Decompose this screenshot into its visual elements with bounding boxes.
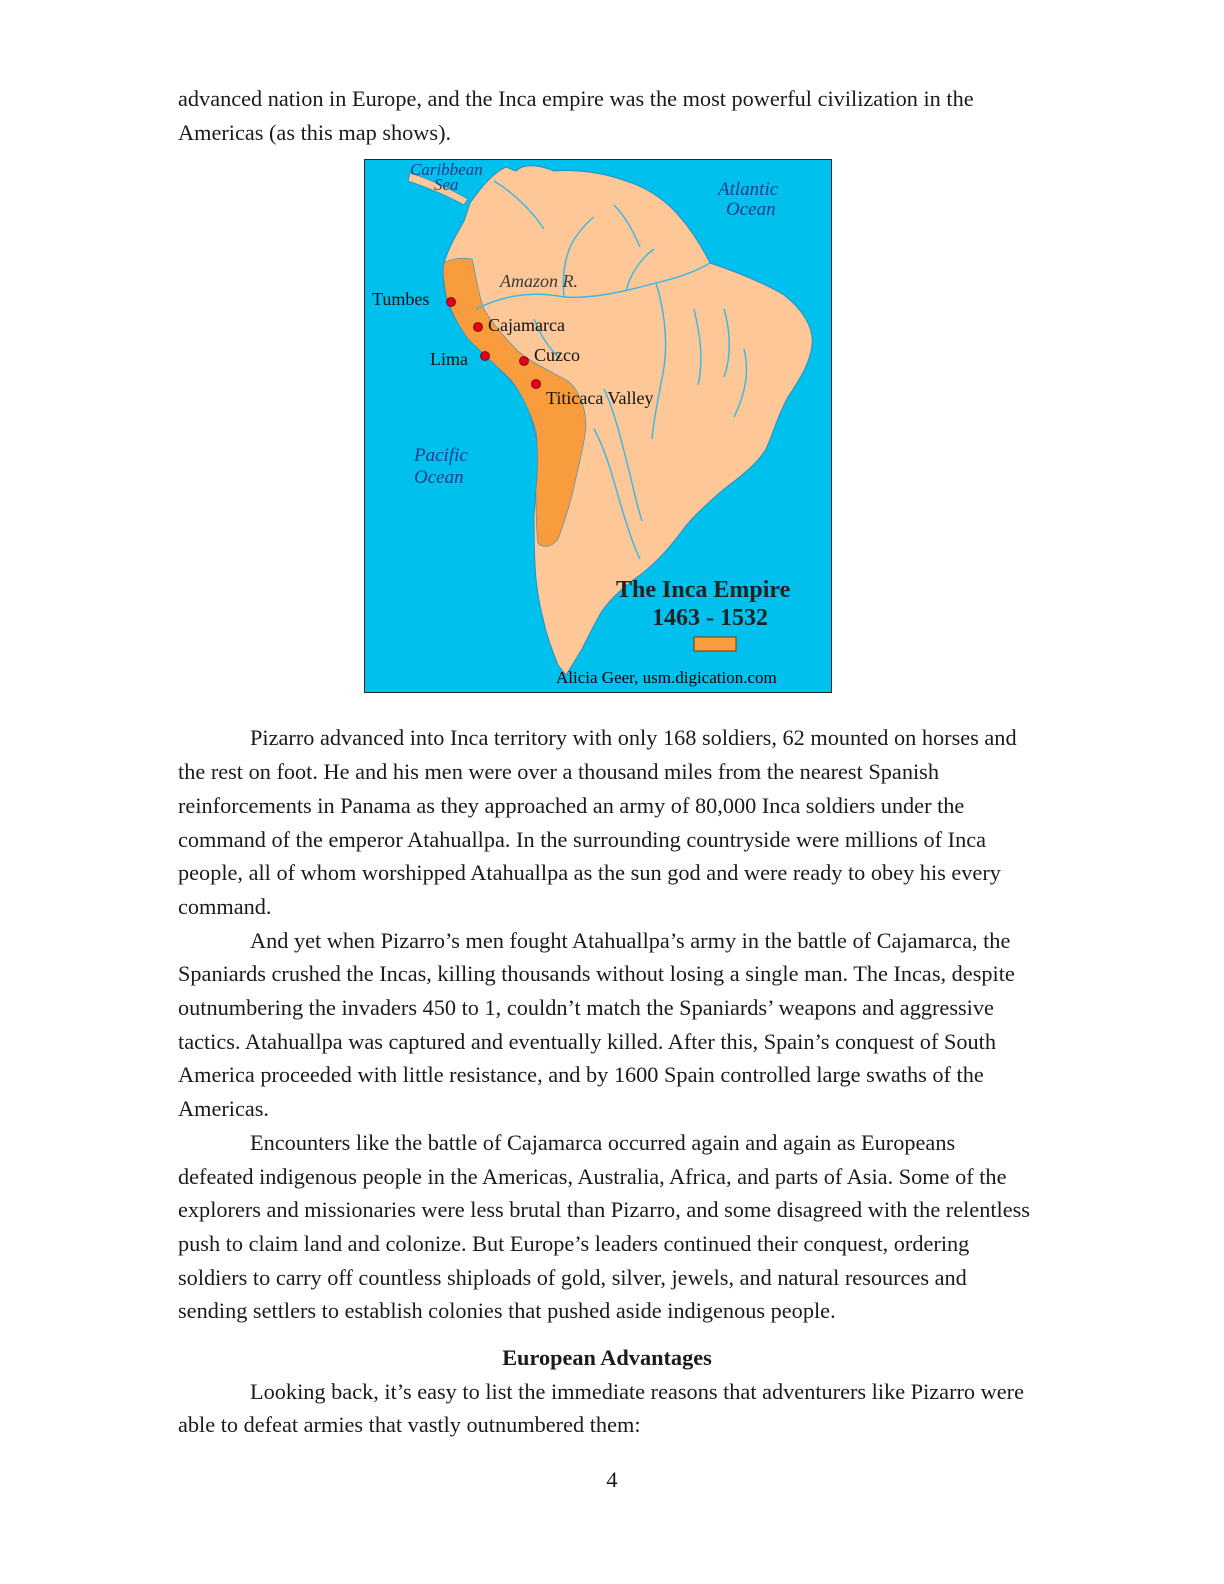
paragraph-battle-cajamarca: And yet when Pizarro’s men fought Atahuallpa’s army in the battle of Cajamarca, the Spaniards crushed the Incas, killing thousands without losing a single man. The Incas, despite outnumbering the invaders 450 to 1, couldn’t match the Spaniards’ weapons and aggressive tactics. Atahuallpa was captured and eventually killed. After this, Spain’s conquest of South America proceeded with little resistance, and by 1600 Spain controlled large swaths of the Americas. [178,927,1015,1122]
section-heading: European Advantages [502,1345,712,1371]
label-atlantic-ocean: Ocean [726,199,776,221]
label-cajamarca: Cajamarca [488,315,565,336]
inca-empire-map [364,159,832,693]
label-titicaca: Titicaca Valley [546,388,654,409]
label-pacific: Pacific [414,445,468,467]
legend-title: The Inca Empire [616,577,791,604]
city-marker-cuzco [520,357,529,366]
city-marker-tumbes [447,298,456,307]
map-credit: Alicia Geer, usm.digication.com [556,668,777,688]
label-sea: Sea [434,175,459,195]
legend-dates: 1463 - 1532 [652,605,768,632]
paragraph-encounters: Encounters like the battle of Cajamarca occurred again and again as Europeans defeated indigenous people in the Americas, Australia, Africa, and parts of Asia. Some of the explorers and missionaries were less brutal than Pizarro, and some disagreed with the relentless push to claim land and colonize. But Europe’s leaders continued their conquest, ordering soldiers to carry off countless shiploads of gold, silver, jewels, and natural resources and sending settlers to establish colonies that pushed aside indigenous people. [178,1129,1030,1324]
label-atlantic: Atlantic [718,179,779,201]
label-pacific-ocean: Ocean [414,467,464,489]
city-marker-titicaca [532,380,541,389]
label-tumbes: Tumbes [372,289,430,310]
document-page [178,82,1036,1442]
paragraph-looking-back: Looking back, it’s easy to list the immediate reasons that adventurers like Pizarro were able to defeat armies that vastly outnumbered them: [178,1378,1024,1438]
label-lima: Lima [430,349,468,370]
label-cuzco: Cuzco [534,345,580,366]
legend-swatch [694,637,736,651]
paragraph-pizarro-advanced: Pizarro advanced into Inca territory with only 168 soldiers, 62 mounted on horses and the rest on foot. He and his men were over a thousand miles from the nearest Spanish reinforcements in Panama as they approached an army of 80,000 Inca soldiers under the command of the emperor Atahuallpa. In the surrounding countryside were millions of Inca people, all of whom worshipped Atahuallpa as the sun god and were ready to obey his every command. [178,725,1017,919]
city-marker-lima [481,352,490,361]
label-caribbean: Caribbean [410,160,483,180]
page-number: 4 [606,1467,618,1492]
city-marker-cajamarca [474,323,483,332]
label-amazon: Amazon R. [500,271,578,292]
paragraph-continued: advanced nation in Europe, and the Inca empire was the most powerful civilization in the Americas (as this map shows). [178,86,974,145]
